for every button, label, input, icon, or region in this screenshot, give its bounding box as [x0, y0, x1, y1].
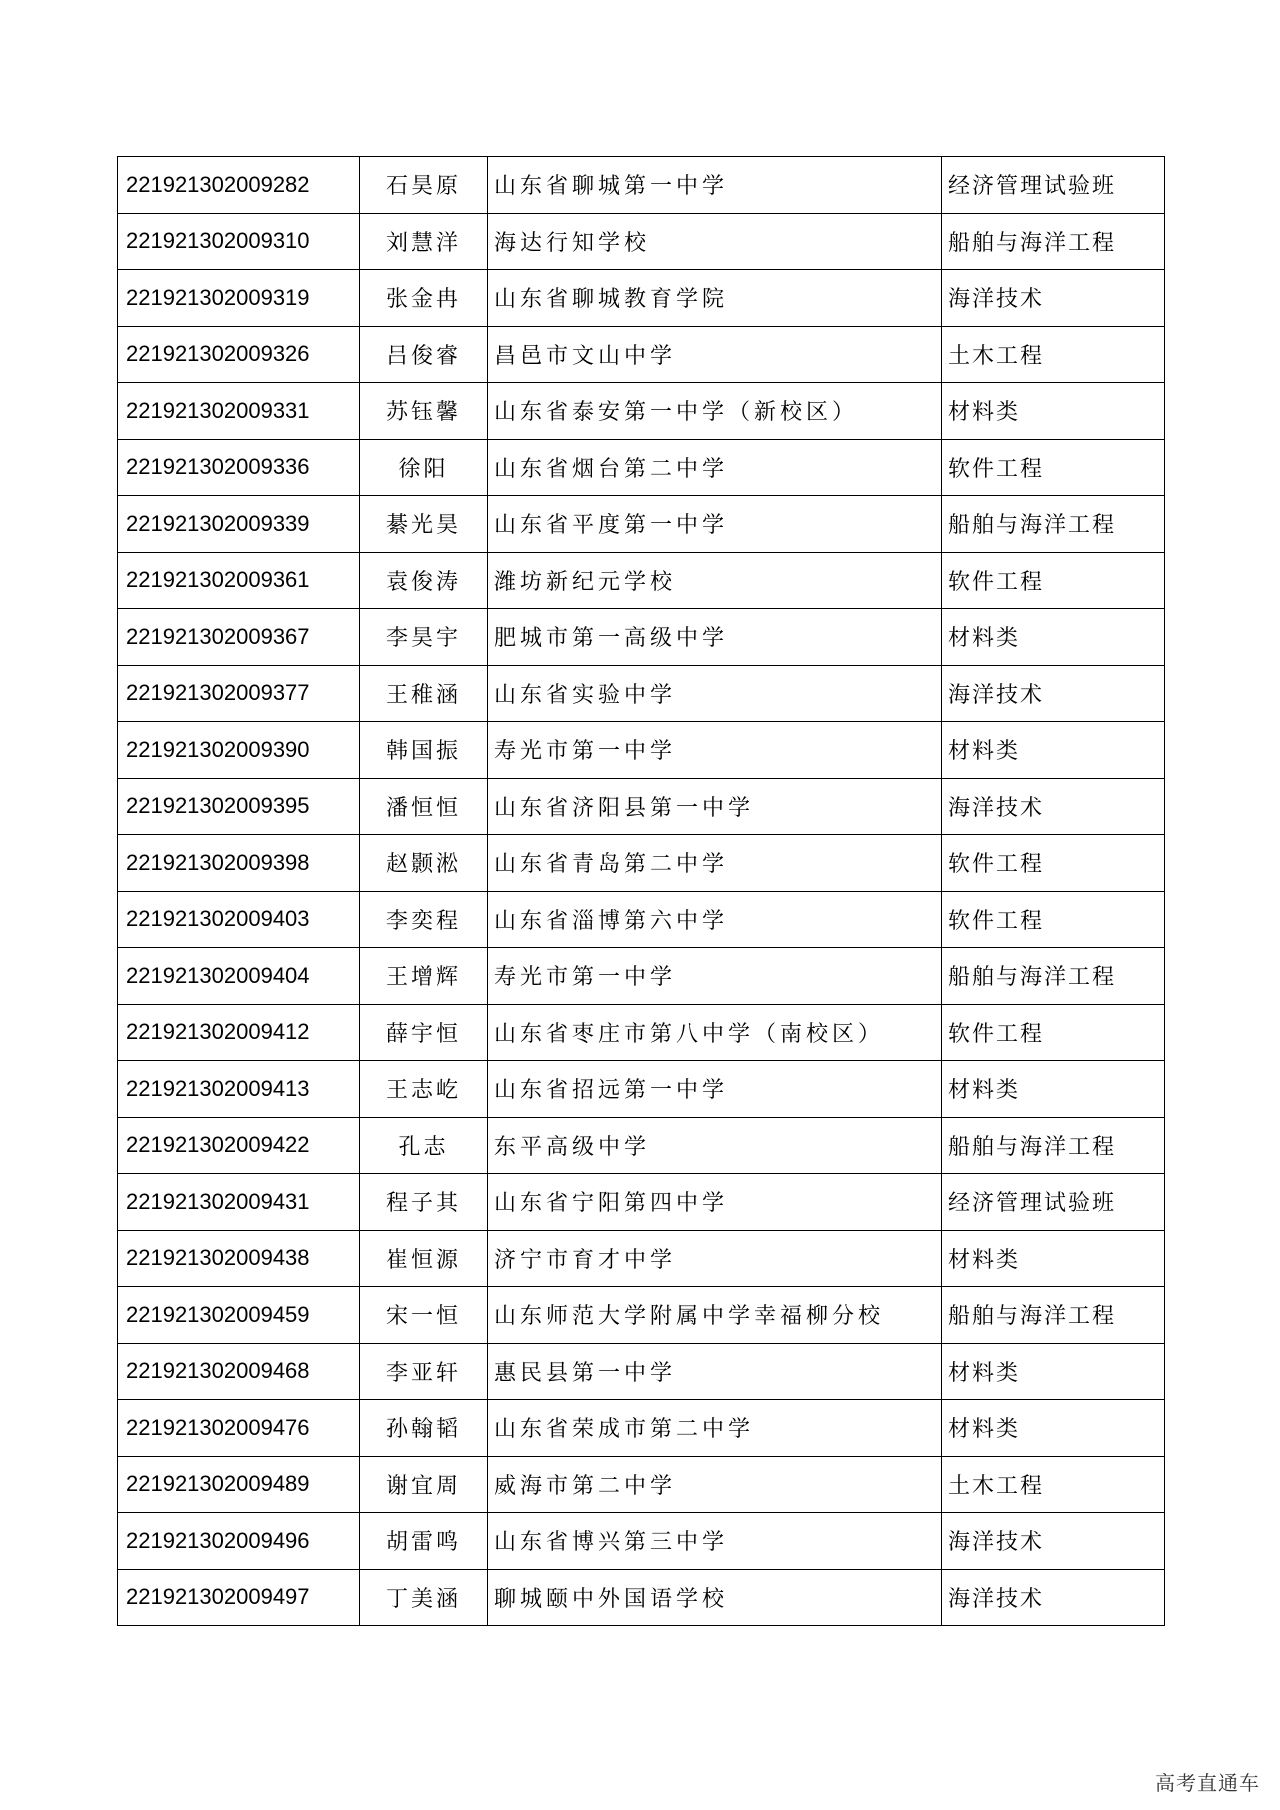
school-cell: 山东省聊城教育学院 [488, 270, 942, 327]
student-name-cell: 丁美涵 [360, 1569, 488, 1626]
table-row [118, 552, 1165, 609]
student-id-cell: 221921302009412 [118, 1004, 360, 1061]
student-name-cell: 胡雷鸣 [360, 1513, 488, 1570]
major-cell: 材料类 [942, 722, 1165, 779]
major-cell: 材料类 [942, 383, 1165, 440]
student-name-cell: 李亚轩 [360, 1343, 488, 1400]
student-name-cell: 崔恒源 [360, 1230, 488, 1287]
school-cell: 海达行知学校 [488, 213, 942, 270]
table-row [118, 270, 1165, 327]
major-cell: 船舶与海洋工程 [942, 496, 1165, 553]
student-name-cell: 石昊原 [360, 157, 488, 214]
student-name-cell: 綦光昊 [360, 496, 488, 553]
major-cell: 船舶与海洋工程 [942, 948, 1165, 1005]
student-name-cell: 张金冉 [360, 270, 488, 327]
student-id-cell: 221921302009398 [118, 835, 360, 892]
school-cell: 惠民县第一中学 [488, 1343, 942, 1400]
student-id-cell: 221921302009468 [118, 1343, 360, 1400]
student-name-cell: 孔志 [360, 1117, 488, 1174]
table-row [118, 213, 1165, 270]
major-cell: 海洋技术 [942, 270, 1165, 327]
table-row [118, 1061, 1165, 1118]
school-cell: 山东省青岛第二中学 [488, 835, 942, 892]
student-name-cell: 薛宇恒 [360, 1004, 488, 1061]
major-cell: 材料类 [942, 1230, 1165, 1287]
major-cell: 材料类 [942, 609, 1165, 666]
student-name-cell: 王志屹 [360, 1061, 488, 1118]
major-cell: 海洋技术 [942, 1513, 1165, 1570]
table-row [118, 1174, 1165, 1231]
student-id-cell: 221921302009404 [118, 948, 360, 1005]
student-name-cell: 潘恒恒 [360, 778, 488, 835]
major-cell: 软件工程 [942, 552, 1165, 609]
major-cell: 土木工程 [942, 1456, 1165, 1513]
school-cell: 聊城颐中外国语学校 [488, 1569, 942, 1626]
school-cell: 山东省泰安第一中学（新校区） [488, 383, 942, 440]
student-id-cell: 221921302009336 [118, 439, 360, 496]
student-name-cell: 孙翰韬 [360, 1400, 488, 1457]
major-cell: 船舶与海洋工程 [942, 1117, 1165, 1174]
table-row [118, 496, 1165, 553]
student-id-cell: 221921302009377 [118, 665, 360, 722]
major-cell: 船舶与海洋工程 [942, 213, 1165, 270]
student-id-cell: 221921302009339 [118, 496, 360, 553]
student-id-cell: 221921302009422 [118, 1117, 360, 1174]
table-row [118, 157, 1165, 214]
major-cell: 软件工程 [942, 439, 1165, 496]
student-id-cell: 221921302009489 [118, 1456, 360, 1513]
major-cell: 软件工程 [942, 1004, 1165, 1061]
major-cell: 经济管理试验班 [942, 1174, 1165, 1231]
student-id-cell: 221921302009361 [118, 552, 360, 609]
student-name-cell: 程子其 [360, 1174, 488, 1231]
watermark-text: 高考直通车 [1155, 1771, 1260, 1795]
school-cell: 山东省实验中学 [488, 665, 942, 722]
school-cell: 寿光市第一中学 [488, 722, 942, 779]
student-id-cell: 221921302009476 [118, 1400, 360, 1457]
table-row [118, 722, 1165, 779]
student-name-cell: 谢宜周 [360, 1456, 488, 1513]
student-id-cell: 221921302009319 [118, 270, 360, 327]
table-row [118, 835, 1165, 892]
school-cell: 山东省枣庄市第八中学（南校区） [488, 1004, 942, 1061]
school-cell: 山东师范大学附属中学幸福柳分校 [488, 1287, 942, 1344]
major-cell: 材料类 [942, 1400, 1165, 1457]
student-roster-table [117, 156, 1165, 1626]
school-cell: 潍坊新纪元学校 [488, 552, 942, 609]
student-name-cell: 赵颢淞 [360, 835, 488, 892]
major-cell: 船舶与海洋工程 [942, 1287, 1165, 1344]
student-name-cell: 韩国振 [360, 722, 488, 779]
student-name-cell: 王增辉 [360, 948, 488, 1005]
table-row [118, 1004, 1165, 1061]
student-id-cell: 221921302009390 [118, 722, 360, 779]
major-cell: 土木工程 [942, 326, 1165, 383]
table-row [118, 1400, 1165, 1457]
major-cell: 海洋技术 [942, 665, 1165, 722]
table-row [118, 1230, 1165, 1287]
student-id-cell: 221921302009367 [118, 609, 360, 666]
student-id-cell: 221921302009496 [118, 1513, 360, 1570]
school-cell: 山东省宁阳第四中学 [488, 1174, 942, 1231]
table-row [118, 439, 1165, 496]
table-row [118, 383, 1165, 440]
major-cell: 材料类 [942, 1061, 1165, 1118]
student-id-cell: 221921302009310 [118, 213, 360, 270]
table-row [118, 1456, 1165, 1513]
major-cell: 软件工程 [942, 835, 1165, 892]
major-cell: 材料类 [942, 1343, 1165, 1400]
table-row [118, 326, 1165, 383]
student-name-cell: 宋一恒 [360, 1287, 488, 1344]
school-cell: 山东省招远第一中学 [488, 1061, 942, 1118]
student-name-cell: 王稚涵 [360, 665, 488, 722]
table-row [118, 1513, 1165, 1570]
table-row [118, 1343, 1165, 1400]
major-cell: 海洋技术 [942, 1569, 1165, 1626]
table-row [118, 1287, 1165, 1344]
roster-body [118, 157, 1165, 1626]
table-row [118, 609, 1165, 666]
major-cell: 经济管理试验班 [942, 157, 1165, 214]
school-cell: 威海市第二中学 [488, 1456, 942, 1513]
student-id-cell: 221921302009497 [118, 1569, 360, 1626]
student-id-cell: 221921302009395 [118, 778, 360, 835]
student-id-cell: 221921302009331 [118, 383, 360, 440]
major-cell: 海洋技术 [942, 778, 1165, 835]
school-cell: 山东省烟台第二中学 [488, 439, 942, 496]
student-id-cell: 221921302009413 [118, 1061, 360, 1118]
table-row [118, 948, 1165, 1005]
school-cell: 山东省荣成市第二中学 [488, 1400, 942, 1457]
student-name-cell: 李昊宇 [360, 609, 488, 666]
school-cell: 东平高级中学 [488, 1117, 942, 1174]
table-row [118, 1117, 1165, 1174]
school-cell: 山东省淄博第六中学 [488, 891, 942, 948]
student-name-cell: 苏钰馨 [360, 383, 488, 440]
student-name-cell: 袁俊涛 [360, 552, 488, 609]
school-cell: 寿光市第一中学 [488, 948, 942, 1005]
student-id-cell: 221921302009326 [118, 326, 360, 383]
student-name-cell: 徐阳 [360, 439, 488, 496]
student-name-cell: 吕俊睿 [360, 326, 488, 383]
student-id-cell: 221921302009438 [118, 1230, 360, 1287]
student-name-cell: 刘慧洋 [360, 213, 488, 270]
school-cell: 山东省济阳县第一中学 [488, 778, 942, 835]
school-cell: 山东省聊城第一中学 [488, 157, 942, 214]
student-id-cell: 221921302009431 [118, 1174, 360, 1231]
school-cell: 山东省平度第一中学 [488, 496, 942, 553]
school-cell: 山东省博兴第三中学 [488, 1513, 942, 1570]
table-row [118, 891, 1165, 948]
student-id-cell: 221921302009403 [118, 891, 360, 948]
table-row [118, 1569, 1165, 1626]
student-id-cell: 221921302009282 [118, 157, 360, 214]
student-name-cell: 李奕程 [360, 891, 488, 948]
school-cell: 昌邑市文山中学 [488, 326, 942, 383]
student-id-cell: 221921302009459 [118, 1287, 360, 1344]
table-row [118, 665, 1165, 722]
school-cell: 济宁市育才中学 [488, 1230, 942, 1287]
major-cell: 软件工程 [942, 891, 1165, 948]
school-cell: 肥城市第一高级中学 [488, 609, 942, 666]
table-row [118, 778, 1165, 835]
